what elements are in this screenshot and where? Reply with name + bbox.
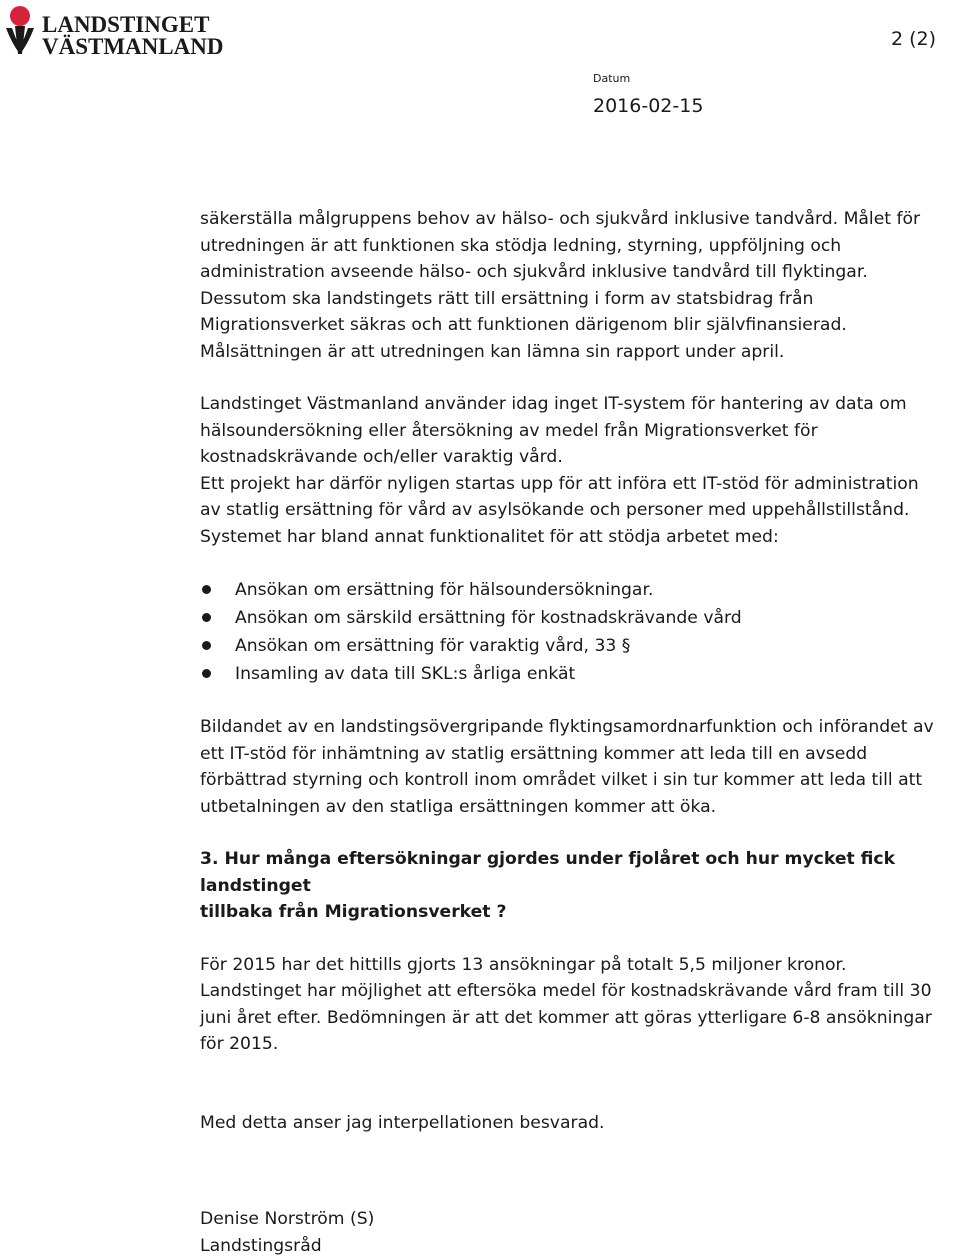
signature (200, 1206, 950, 1259)
text-line: Målsättningen är att utredningen kan lämna sin rapport under april. (200, 341, 785, 362)
text-line: Landstinget har möjlighet att eftersöka medel för kostnadskrävande vård fram till 30 (200, 981, 932, 1001)
list-item-text: Ansökan om ersättning för hälsoundersökningar. (235, 580, 654, 600)
text-line: Ett projekt har därför nyligen startas upp för att införa ett IT-stöd för administration (200, 473, 919, 494)
paragraph-3 (200, 714, 950, 820)
text-line: hälsoundersökning eller återsökning av medel från Migrationsverket för (200, 420, 818, 441)
text-line: ett IT-stöd för inhämtning av statlig ersättning kommer att leda till en avsedd (200, 743, 868, 764)
logo-line2: VÄSTMANLAND (42, 34, 224, 59)
text-line: förbättrad styrning och kontroll inom området vilket i sin tur kommer att leda till att (200, 770, 923, 790)
heading-line: tillbaka från Migrationsverket ? (200, 902, 507, 922)
document-body (200, 206, 950, 1259)
text-line: kostnadskrävande och/eller varaktig vård. (200, 447, 563, 467)
closing-line: Med detta anser jag interpellationen besvarad. (200, 1112, 605, 1133)
list-item (200, 604, 950, 632)
paragraph-4 (200, 952, 950, 1058)
text-line: för 2015. (200, 1034, 279, 1054)
bullet-icon (202, 585, 211, 594)
signature-title: Landstingsråd (200, 1235, 322, 1256)
text-line: utredningen är att funktionen ska stödja ledning, styrning, uppföljning och (200, 235, 842, 256)
list-item-text: Ansökan om ersättning för varaktig vård, 33 § (235, 636, 631, 656)
text-line: Dessutom ska landstingets rätt till ersättning i form av statsbidrag från (200, 288, 814, 309)
text-line: administration avseende hälso- och sjukvård inklusive tandvård till flyktingar. (200, 262, 868, 282)
heading-line: 3. Hur många eftersökningar gjordes under fjolåret och hur mycket fick landstinget (200, 849, 896, 896)
bullet-icon (202, 669, 211, 678)
list-item-text: Ansökan om särskild ersättning för kostnadskrävande vård (235, 608, 742, 628)
text-line: Systemet har bland annat funktionalitet för att stödja arbetet med: (200, 526, 779, 547)
list-item (200, 660, 950, 688)
logo-line1: LANDSTINGET (42, 12, 210, 37)
bullet-list (200, 576, 950, 688)
paragraph-2 (200, 391, 950, 550)
landstinget-logo-icon (4, 4, 224, 59)
page-number: 2 (2) (890, 28, 936, 50)
logo (4, 4, 224, 59)
bullet-icon (202, 641, 211, 650)
list-item-text: Insamling av data till SKL:s årliga enkät (235, 664, 576, 684)
list-item (200, 576, 950, 604)
list-item (200, 632, 950, 660)
text-line: säkerställa målgruppens behov av hälso- och sjukvård inklusive tandvård. Målet för (200, 209, 921, 229)
text-line: juni året efter. Bedömningen är att det kommer att göras ytterligare 6-8 ansökningar (200, 1007, 932, 1028)
text-line: av statlig ersättning för vård av asylsökande och personer med uppehållstillstånd. (200, 500, 910, 520)
text-line: Migrationsverket säkras och att funktionen därigenom blir självfinansierad. (200, 315, 847, 335)
text-line: För 2015 har det hittills gjorts 13 ansökningar på totalt 5,5 miljoner kronor. (200, 954, 847, 975)
text-line: Bildandet av en landstingsövergripande flyktingsamordnarfunktion och införandet av (200, 717, 934, 737)
text-line: utbetalningen av den statliga ersättningen kommer att öka. (200, 796, 717, 817)
signature-name: Denise Norström (S) (200, 1209, 375, 1229)
question-heading (200, 846, 950, 926)
text-line: Landstinget Västmanland använder idag inget IT-system för hantering av data om (200, 394, 907, 414)
bullet-icon (202, 613, 211, 622)
paragraph-1 (200, 206, 950, 365)
date-label: Datum (593, 72, 631, 85)
date-value: 2016-02-15 (593, 95, 704, 117)
